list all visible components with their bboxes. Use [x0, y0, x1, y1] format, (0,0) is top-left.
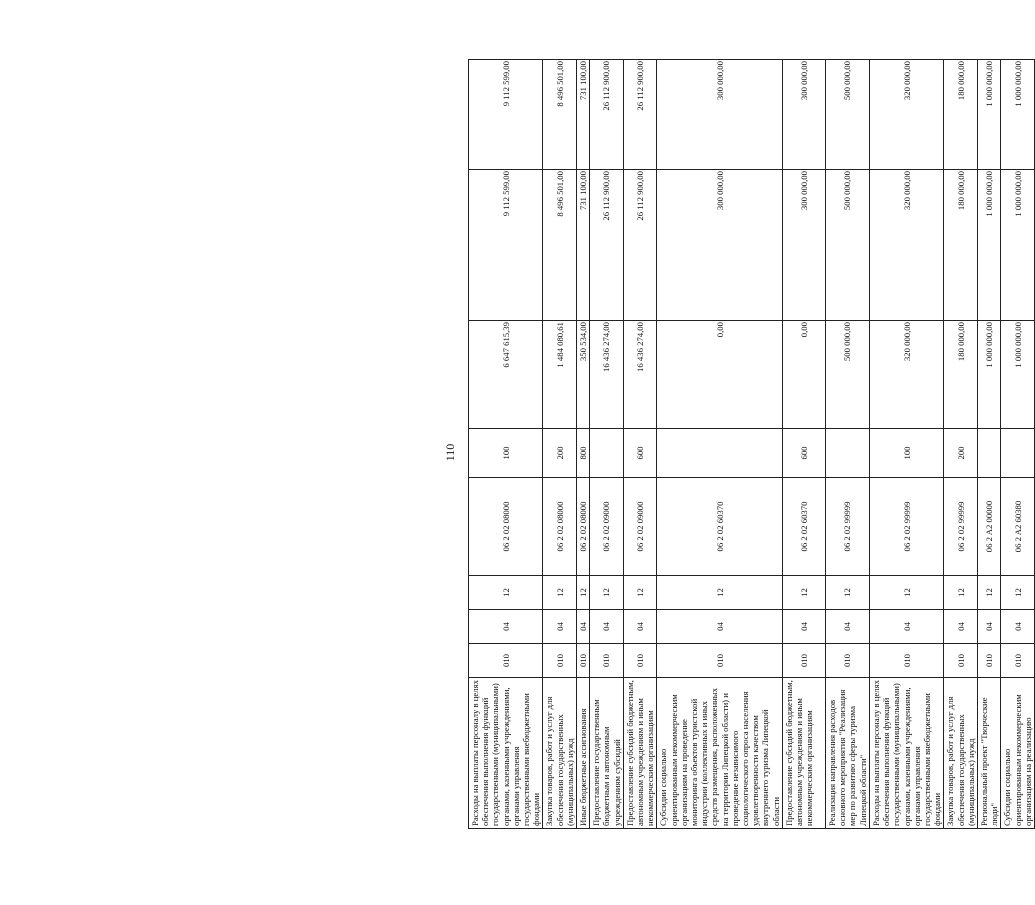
- expense-name: Расходы на выплаты персоналу в целях обеспечения выполнения функций государственными (муниципальными) органами, казенными учреждениями, органами управления государственными внебюджетными фондами: [869, 678, 943, 829]
- expense-name: Предоставление государственным бюджетным и автономным учреждениям субсидий: [590, 678, 624, 829]
- ministry-code: 010: [590, 644, 624, 678]
- table-row: [657, 60, 782, 829]
- amount-1: 1 000 000,00: [977, 321, 1000, 429]
- expense-type-code: [590, 429, 624, 478]
- amount-1: 0,00: [782, 321, 825, 429]
- expense-name: Предоставление субсидий бюджетным, автономным учреждениям и иным некоммерческим организациям: [782, 678, 825, 829]
- table-row: [977, 60, 1000, 829]
- amount-1: 500 000,00: [825, 321, 869, 429]
- target-article-code: 06 2 02 09000: [590, 478, 624, 576]
- amount-3: 9 112 599,00: [469, 60, 543, 170]
- ministry-code: 010: [944, 644, 978, 678]
- subsection-code: 12: [825, 576, 869, 610]
- table-row: [577, 60, 590, 829]
- target-article-code: 06 2 A2 00000: [977, 478, 1000, 576]
- amount-3: 300 000,00: [657, 60, 782, 170]
- table-row: [825, 60, 869, 829]
- expense-name: Расходы на выплаты персоналу в целях обеспечения выполнения функций государственными (муниципальными) органами, казенными учреждениями, органами управления государственными внебюджетными фондами: [469, 678, 543, 829]
- target-article-code: 06 2 02 08000: [543, 478, 577, 576]
- page-number: 110: [443, 443, 457, 462]
- ministry-code: 010: [977, 644, 1000, 678]
- expense-type-code: 200: [944, 429, 978, 478]
- expense-type-code: 800: [577, 429, 590, 478]
- amount-1: 16 436 274,00: [590, 321, 624, 429]
- expense-type-code: [1001, 429, 1035, 478]
- expense-type-code: [825, 429, 869, 478]
- amount-2: 500 000,00: [825, 170, 869, 321]
- ministry-code: 010: [782, 644, 825, 678]
- amount-3: 1 000 000,00: [1001, 60, 1035, 170]
- section-code: 04: [469, 610, 543, 644]
- table-row: [782, 60, 825, 829]
- section-code: 04: [782, 610, 825, 644]
- expense-name: Предоставление субсидий бюджетным, автономным учреждениям и иным некоммерческим организациям: [623, 678, 657, 829]
- target-article-code: 06 2 02 60370: [657, 478, 782, 576]
- table-row: [1001, 60, 1035, 829]
- target-article-code: 06 2 02 99999: [825, 478, 869, 576]
- subsection-code: 12: [623, 576, 657, 610]
- subsection-code: 12: [577, 576, 590, 610]
- amount-2: 1 000 000,00: [1001, 170, 1035, 321]
- ministry-code: 010: [657, 644, 782, 678]
- expense-type-code: [977, 429, 1000, 478]
- amount-1: 180 000,00: [944, 321, 978, 429]
- amount-3: 300 000,00: [782, 60, 825, 170]
- ministry-code: 010: [869, 644, 943, 678]
- amount-3: 180 000,00: [944, 60, 978, 170]
- amount-1: 350 534,00: [577, 321, 590, 429]
- table-row: [944, 60, 978, 829]
- expense-type-code: 100: [469, 429, 543, 478]
- section-code: 04: [657, 610, 782, 644]
- section-code: 04: [623, 610, 657, 644]
- expense-type-code: 600: [623, 429, 657, 478]
- section-code: 04: [590, 610, 624, 644]
- ministry-code: 010: [1001, 644, 1035, 678]
- subsection-code: 12: [977, 576, 1000, 610]
- amount-2: 1 000 000,00: [977, 170, 1000, 321]
- subsection-code: 12: [543, 576, 577, 610]
- subsection-code: 12: [469, 576, 543, 610]
- amount-2: 8 496 501,00: [543, 170, 577, 321]
- ministry-code: 010: [577, 644, 590, 678]
- table-row: [869, 60, 943, 829]
- target-article-code: 06 2 02 99999: [944, 478, 978, 576]
- amount-3: 26 112 900,00: [590, 60, 624, 170]
- table-row: [469, 60, 543, 829]
- budget-table: [468, 59, 1035, 829]
- section-code: 04: [543, 610, 577, 644]
- section-code: 04: [977, 610, 1000, 644]
- table-row: [543, 60, 577, 829]
- subsection-code: 12: [1001, 576, 1035, 610]
- expense-type-code: 100: [869, 429, 943, 478]
- section-code: 04: [944, 610, 978, 644]
- amount-2: 26 112 900,00: [623, 170, 657, 321]
- section-code: 04: [825, 610, 869, 644]
- section-code: 04: [577, 610, 590, 644]
- expense-name: Закупка товаров, работ и услуг для обеспечения государственных (муниципальных) нужд: [543, 678, 577, 829]
- amount-3: 8 496 501,00: [543, 60, 577, 170]
- ministry-code: 010: [825, 644, 869, 678]
- amount-3: 320 000,00: [869, 60, 943, 170]
- target-article-code: 06 2 A2 60380: [1001, 478, 1035, 576]
- subsection-code: 12: [782, 576, 825, 610]
- table-row: [623, 60, 657, 829]
- expense-type-code: 200: [543, 429, 577, 478]
- ministry-code: 010: [543, 644, 577, 678]
- section-code: 04: [1001, 610, 1035, 644]
- subsection-code: 12: [657, 576, 782, 610]
- expense-name: Субсидии социально ориентированным некоммерческим организациям на проведение мониторинга объектов туристской индустрии (коллективных и иных средств размещения, расположенных на территории Липецкой области) и проведение независимого социологического опроса населения удовлетворенности качеством внутреннего туризма Липецкой области: [657, 678, 782, 829]
- amount-1: 16 436 274,00: [623, 321, 657, 429]
- amount-3: 731 100,00: [577, 60, 590, 170]
- amount-2: 731 100,00: [577, 170, 590, 321]
- subsection-code: 12: [869, 576, 943, 610]
- amount-1: 0,00: [657, 321, 782, 429]
- amount-2: 300 000,00: [657, 170, 782, 321]
- expense-name: Иные бюджетные ассигнования: [577, 678, 590, 829]
- target-article-code: 06 2 02 99999: [869, 478, 943, 576]
- table-body: [469, 60, 1035, 829]
- amount-2: 300 000,00: [782, 170, 825, 321]
- amount-3: 1 000 000,00: [977, 60, 1000, 170]
- subsection-code: 12: [944, 576, 978, 610]
- target-article-code: 06 2 02 08000: [469, 478, 543, 576]
- expense-name: Реализация направления расходов основного мероприятия "Реализация мер по развитию сферы туризма Липецкой области": [825, 678, 869, 829]
- table-row: [590, 60, 624, 829]
- amount-1: 1 000 000,00: [1001, 321, 1035, 429]
- amount-1: 1 484 080,61: [543, 321, 577, 429]
- expense-name: Региональный проект "Творческие люди": [977, 678, 1000, 829]
- amount-3: 26 112 900,00: [623, 60, 657, 170]
- expense-name: Закупка товаров, работ и услуг для обеспечения государственных (муниципальных) нужд: [944, 678, 978, 829]
- target-article-code: 06 2 02 60370: [782, 478, 825, 576]
- expense-type-code: [657, 429, 782, 478]
- amount-1: 320 000,00: [869, 321, 943, 429]
- target-article-code: 06 2 02 09000: [623, 478, 657, 576]
- amount-2: 26 112 900,00: [590, 170, 624, 321]
- ministry-code: 010: [623, 644, 657, 678]
- amount-2: 9 112 599,00: [469, 170, 543, 321]
- amount-3: 500 000,00: [825, 60, 869, 170]
- amount-2: 320 000,00: [869, 170, 943, 321]
- amount-1: 6 647 615,39: [469, 321, 543, 429]
- section-code: 04: [869, 610, 943, 644]
- target-article-code: 06 2 02 08000: [577, 478, 590, 576]
- amount-2: 180 000,00: [944, 170, 978, 321]
- subsection-code: 12: [590, 576, 624, 610]
- expense-type-code: 600: [782, 429, 825, 478]
- expense-name: Субсидии социально ориентированным некоммерческим организациям на реализацию: [1001, 678, 1035, 829]
- ministry-code: 010: [469, 644, 543, 678]
